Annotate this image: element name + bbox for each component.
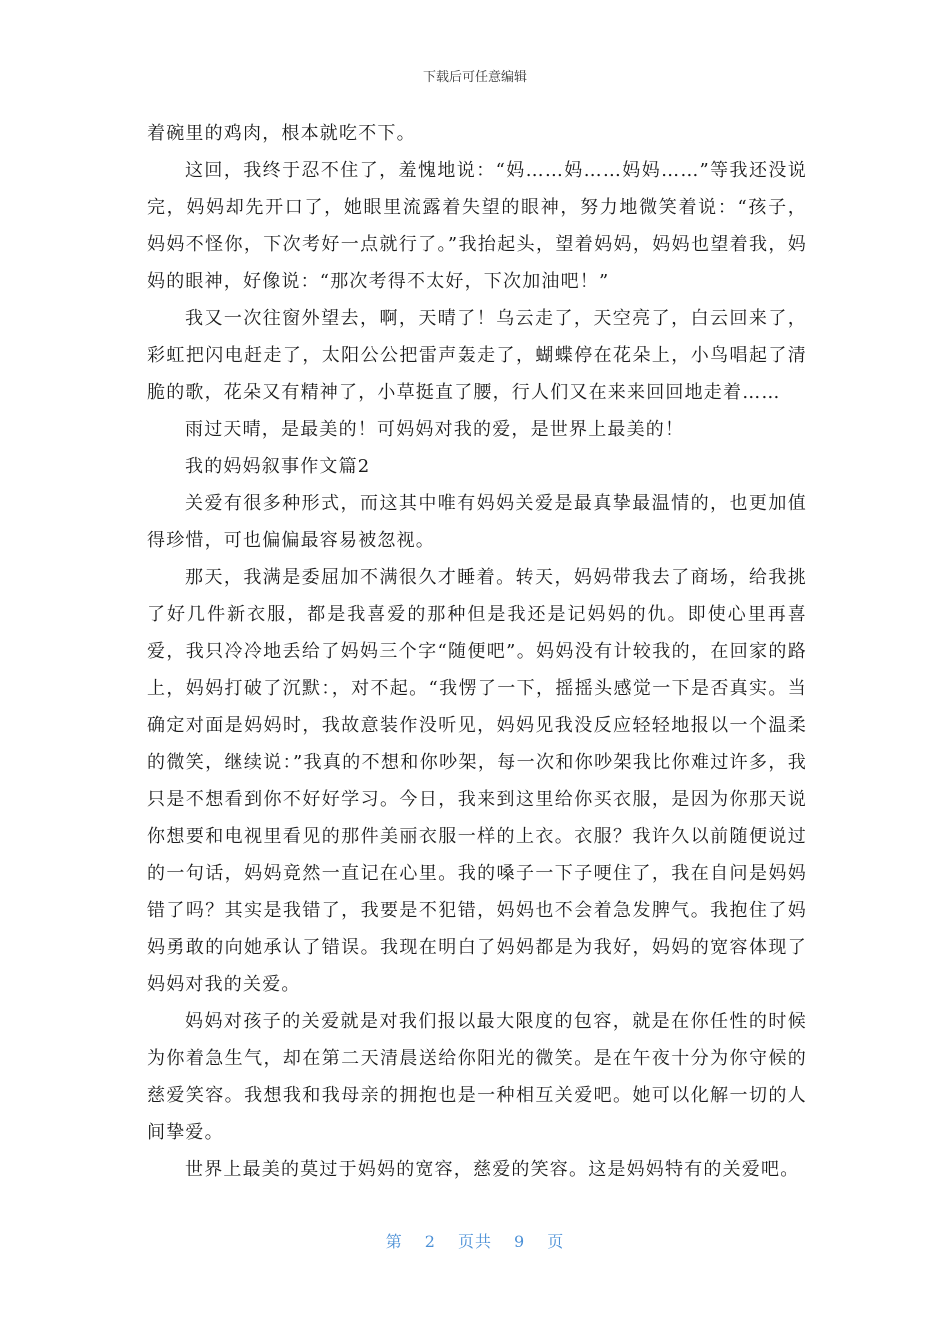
document-body <box>147 115 807 1188</box>
paragraph: 妈妈对孩子的关爱就是对我们报以最大限度的包容，就是在你任性的时候为你着急生气，却在第二天清晨送给你阳光的微笑。是在午夜十分为你守候的慈爱笑容。我想我和我母亲的拥抱也是一种相互关爱吧。她可以化解一切的人间挚爱。 <box>147 1011 807 1143</box>
paragraph-continuation: 着碗里的鸡肉，根本就吃不下。 <box>147 123 416 144</box>
section-heading: 我的妈妈叙事作文篇2 <box>185 456 371 477</box>
paragraph: 这回，我终于忍不住了，羞愧地说：“妈……妈……妈妈……”等我还没说完，妈妈却先开口了，她眼里流露着失望的眼神，努力地微笑着说：“孩子，妈妈不怪你，下次考好一点就行了。”我抬起头，望着妈妈，妈妈也望着我，妈妈的眼神，好像说：“那次考得不太好，下次加油吧！” <box>147 160 807 292</box>
footer-suffix: 页 <box>547 1232 565 1251</box>
paragraph: 关爱有很多种形式，而这其中唯有妈妈关爱是最真挚最温情的，也更加值得珍惜，可也偏偏最容易被忽视。 <box>147 493 807 551</box>
footer-prefix: 第 <box>385 1232 403 1251</box>
page-footer <box>0 1229 950 1252</box>
paragraph: 世界上最美的莫过于妈妈的宽容，慈爱的笑容。这是妈妈特有的关爱吧。 <box>185 1159 800 1180</box>
current-page-number: 2 <box>424 1232 436 1251</box>
paragraph: 雨过天晴，是最美的！可妈妈对我的爱，是世界上最美的！ <box>185 419 685 440</box>
total-pages-number: 9 <box>514 1232 526 1251</box>
page-header: 下载后可任意编辑 <box>422 70 527 85</box>
paragraph: 那天，我满是委屈加不满很久才睡着。转天，妈妈带我去了商场，给我挑了好几件新衣服，都是我喜爱的那种但是我还是记妈妈的仇。即使心里再喜爱，我只冷冷地丢给了妈妈三个字“随便吧”。妈妈没有计较我的，在回家的路上，妈妈打破了沉默：，对不起。“我愣了一下，摇摇头感觉一下是否真实。当确定对面是妈妈时，我故意装作没听见，妈妈见我没反应轻轻地报以一个温柔的微笑，继续说：”我真的不想和你吵架，每一次和你吵架我比你难过许多，我只是不想看到你不好好学习。今日，我来到这里给你买衣服，是因为你那天说你想要和电视里看见的那件美丽衣服一样的上衣。衣服？我许久以前随便说过的一句话，妈妈竟然一直记在心里。我的嗓子一下子哽住了，我在自问是妈妈错了吗？其实是我错了，我要是不犯错，妈妈也不会着急发脾气。我抱住了妈妈勇敢的向她承认了错误。我现在明白了妈妈都是为我好，妈妈的宽容体现了妈妈对我的关爱。 <box>147 567 807 995</box>
footer-middle: 页共 <box>457 1232 492 1251</box>
paragraph: 我又一次往窗外望去，啊，天晴了！乌云走了，天空亮了，白云回来了，彩虹把闪电赶走了，太阳公公把雷声轰走了，蝴蝶停在花朵上，小鸟唱起了清脆的歌，花朵又有精神了，小草挺直了腰，行人们又在来来回回地走着…… <box>147 308 807 403</box>
